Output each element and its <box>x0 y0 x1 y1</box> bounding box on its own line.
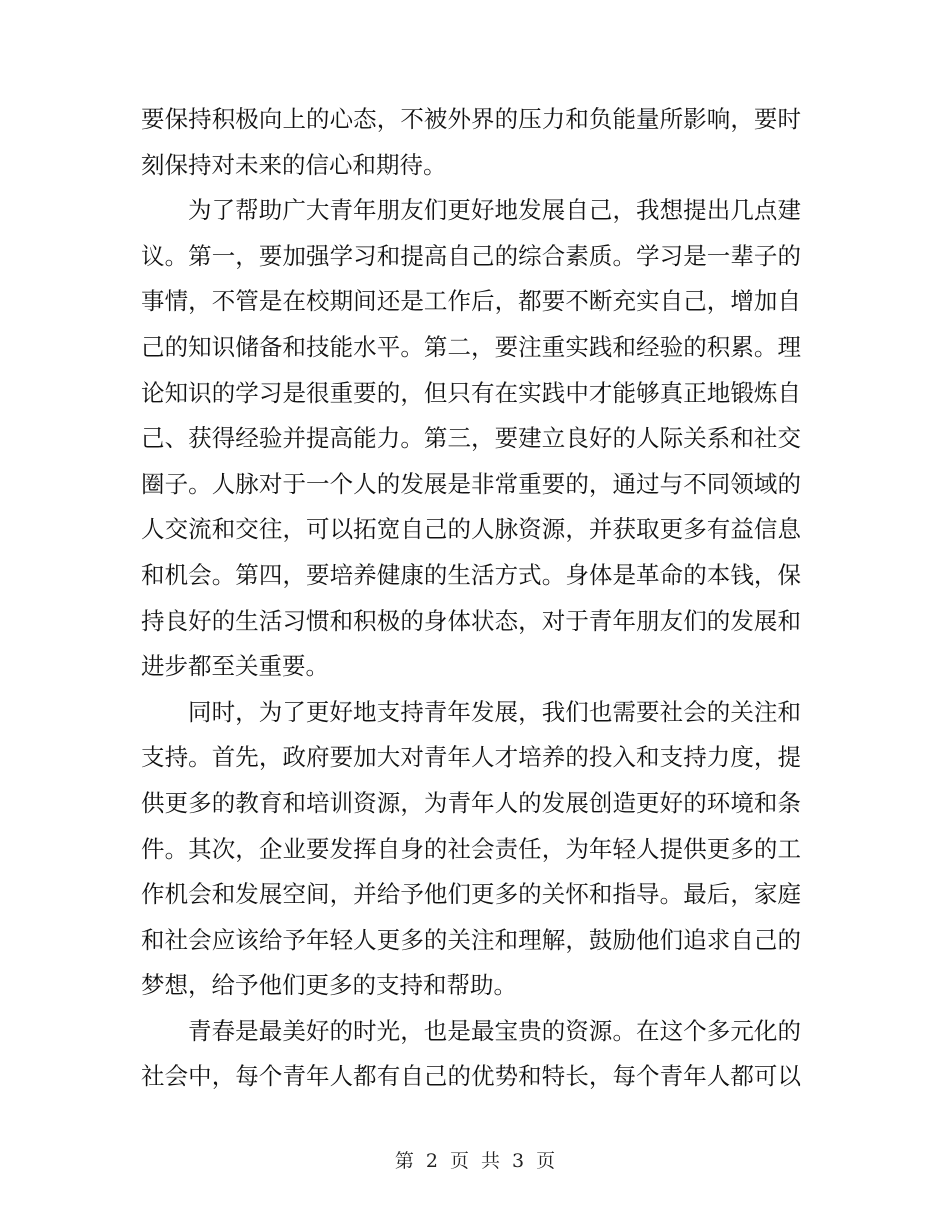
page-number-footer: 第 2 页 共 3 页 <box>394 1150 556 1172</box>
text-line: 为了帮助广大青年朋友们更好地发展自己，我想提出几点建 <box>188 196 801 225</box>
text-line: 作机会和发展空间，并给予他们更多的关怀和指导。最后，家庭 <box>141 880 801 909</box>
text-line: 议。第一，要加强学习和提高自己的综合素质。学习是一辈子的 <box>141 241 801 270</box>
paragraph-4 <box>141 1009 801 1100</box>
paragraph-3 <box>141 690 801 1009</box>
document-body <box>141 97 801 1100</box>
text-line: 持良好的生活习惯和积极的身体状态，对于青年朋友们的发展和 <box>141 606 801 635</box>
paragraph-1 <box>141 97 801 188</box>
paragraph-2 <box>141 188 801 690</box>
text-line: 论知识的学习是很重要的，但只有在实践中才能够真正地锻炼自 <box>141 378 801 407</box>
text-line: 圈子。人脉对于一个人的发展是非常重要的，通过与不同领域的 <box>141 469 801 498</box>
text-line: 刻保持对未来的信心和期待。 <box>141 150 447 179</box>
text-line: 人交流和交往，可以拓宽自己的人脉资源，并获取更多有益信息 <box>141 515 801 544</box>
text-line: 供更多的教育和培训资源，为青年人的发展创造更好的环境和条 <box>141 788 801 817</box>
text-line: 社会中，每个青年人都有自己的优势和特长，每个青年人都可以 <box>141 1062 801 1091</box>
text-line: 己的知识储备和技能水平。第二，要注重实践和经验的积累。理 <box>141 332 801 361</box>
text-line: 进步都至关重要。 <box>141 652 329 681</box>
text-line: 要保持积极向上的心态，不被外界的压力和负能量所影响，要时 <box>141 105 801 133</box>
text-line: 同时，为了更好地支持青年发展，我们也需要社会的关注和 <box>188 697 801 726</box>
text-line: 和社会应该给予年轻人更多的关注和理解，鼓励他们追求自己的 <box>141 925 801 954</box>
text-line: 事情，不管是在校期间还是工作后，都要不断充实自己，增加自 <box>141 287 801 316</box>
text-line: 和机会。第四，要培养健康的生活方式。身体是革命的本钱，保 <box>141 560 801 589</box>
text-line: 梦想，给予他们更多的支持和帮助。 <box>141 971 517 1000</box>
text-line: 青春是最美好的时光，也是最宝贵的资源。在这个多元化的 <box>188 1016 801 1045</box>
text-line: 支持。首先，政府要加大对青年人才培养的投入和支持力度，提 <box>141 743 801 772</box>
text-line: 件。其次，企业要发挥自身的社会责任，为年轻人提供更多的工 <box>141 834 801 863</box>
text-line: 己、获得经验并提高能力。第三，要建立良好的人际关系和社交 <box>141 424 801 453</box>
